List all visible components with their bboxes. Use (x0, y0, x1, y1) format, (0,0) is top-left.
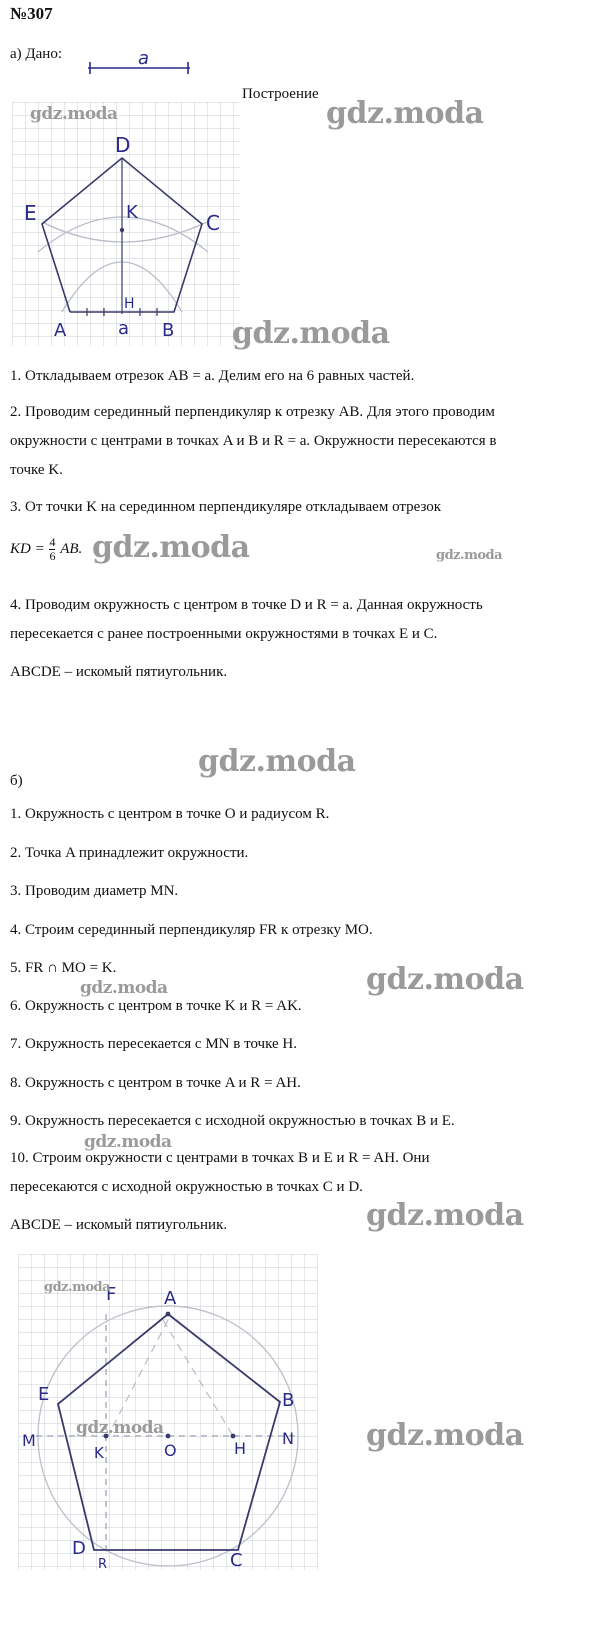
step-a-4-cont: пересекается с ранее построенными окружностями в точках E и C. (10, 626, 438, 642)
kd-num: 4 (49, 535, 56, 549)
watermark: gdz.moda (366, 1198, 524, 1233)
result-b: ABCDE – искомый пятиугольник. (10, 1217, 228, 1233)
step-b-10-cont: пересекаются с исходной окружностью в точках C и D. (10, 1179, 363, 1195)
label-K-b: K (94, 1444, 104, 1462)
watermark: gdz.moda (198, 744, 356, 779)
label-B-b: B (282, 1390, 295, 1411)
label-D: D (115, 133, 131, 157)
watermark: gdz.moda (232, 316, 390, 351)
step-b-1: 1. Окружность с центром в точке O и радиусом R. (10, 806, 330, 822)
kd-fraction (49, 536, 55, 563)
label-E: E (24, 201, 37, 225)
label-E-b: E (38, 1384, 50, 1405)
label-A: A (54, 320, 67, 341)
watermark: gdz.moda (92, 530, 250, 565)
watermark: gdz.moda (76, 1418, 164, 1438)
label-a: a (118, 318, 130, 339)
segment-a-label: a (138, 48, 150, 69)
problem-number: №307 (10, 4, 53, 23)
watermark: gdz.moda (366, 962, 524, 997)
step-b-8: 8. Окружность с центром в точке A и R = AH. (10, 1075, 301, 1091)
watermark: gdz.moda (366, 1418, 524, 1453)
label-R: R (98, 1557, 108, 1570)
label-D-b: D (72, 1538, 86, 1559)
step-b-2: 2. Точка A принадлежит окружности. (10, 845, 249, 861)
label-H-b: H (234, 1439, 247, 1458)
result-a: ABCDE – искомый пятиугольник. (10, 664, 228, 680)
step-a-3: 3. От точки K на серединном перпендикуляре откладываем отрезок (10, 499, 442, 515)
given-label: а) Дано: (10, 46, 62, 62)
watermark: gdz.moda (80, 978, 168, 998)
label-C: C (206, 211, 220, 235)
label-O: O (164, 1441, 177, 1460)
label-C-b: C (230, 1550, 243, 1570)
step-b-7: 7. Окружность пересекается с MN в точке H. (10, 1036, 298, 1052)
watermark: gdz.moda (44, 1280, 111, 1295)
step-b-4: 4. Строим серединный перпендикуляр FR к отрезку MO. (10, 922, 373, 938)
label-N: N (282, 1429, 294, 1448)
step-a-2: 2. Проводим серединный перпендикуляр к отрезку AB. Для этого проводим (10, 404, 495, 420)
step-b-9: 9. Окружность пересекается с исходной окружностью в точках B и E. (10, 1113, 455, 1129)
step-b-3: 3. Проводим диаметр MN. (10, 883, 179, 899)
step-b-5: 5. FR ∩ MO = K. (10, 960, 117, 976)
watermark: gdz.moda (326, 96, 484, 131)
watermark: gdz.moda (436, 548, 503, 563)
watermark: gdz.moda (30, 104, 118, 124)
label-M: M (22, 1431, 36, 1450)
construction-label: Построение (242, 86, 319, 102)
step-a-4: 4. Проводим окружность с центром в точке D и R = a. Данная окружность (10, 597, 483, 613)
label-H: H (124, 296, 135, 312)
step-b-10: 10. Строим окружности с центрами в точках B и E и R = AH. Они (10, 1150, 430, 1166)
segment-a-sketch (82, 46, 202, 80)
kd-formula (10, 536, 82, 563)
figure-b-pentagon-construction (18, 1254, 318, 1570)
kd-den: 6 (49, 549, 56, 563)
label-K: K (126, 202, 138, 223)
label-F: F (106, 1284, 117, 1305)
label-A-b: A (164, 1288, 177, 1309)
kd-suffix: AB. (60, 540, 83, 557)
step-a-2-end: точке K. (10, 462, 63, 478)
step-b-6: 6. Окружность с центром в точке K и R = AK. (10, 998, 302, 1014)
part-b-label: б) (10, 773, 23, 789)
step-a-2-cont: окружности с центрами в точках A и B и R = a. Окружности пересекаются в (10, 433, 497, 449)
kd-prefix: KD = (10, 540, 45, 557)
watermark: gdz.moda (84, 1132, 172, 1152)
label-B: B (162, 320, 175, 341)
step-a-1: 1. Откладываем отрезок AB = a. Делим его на 6 равных частей. (10, 368, 415, 384)
figure-a-pentagon-construction (12, 102, 240, 346)
